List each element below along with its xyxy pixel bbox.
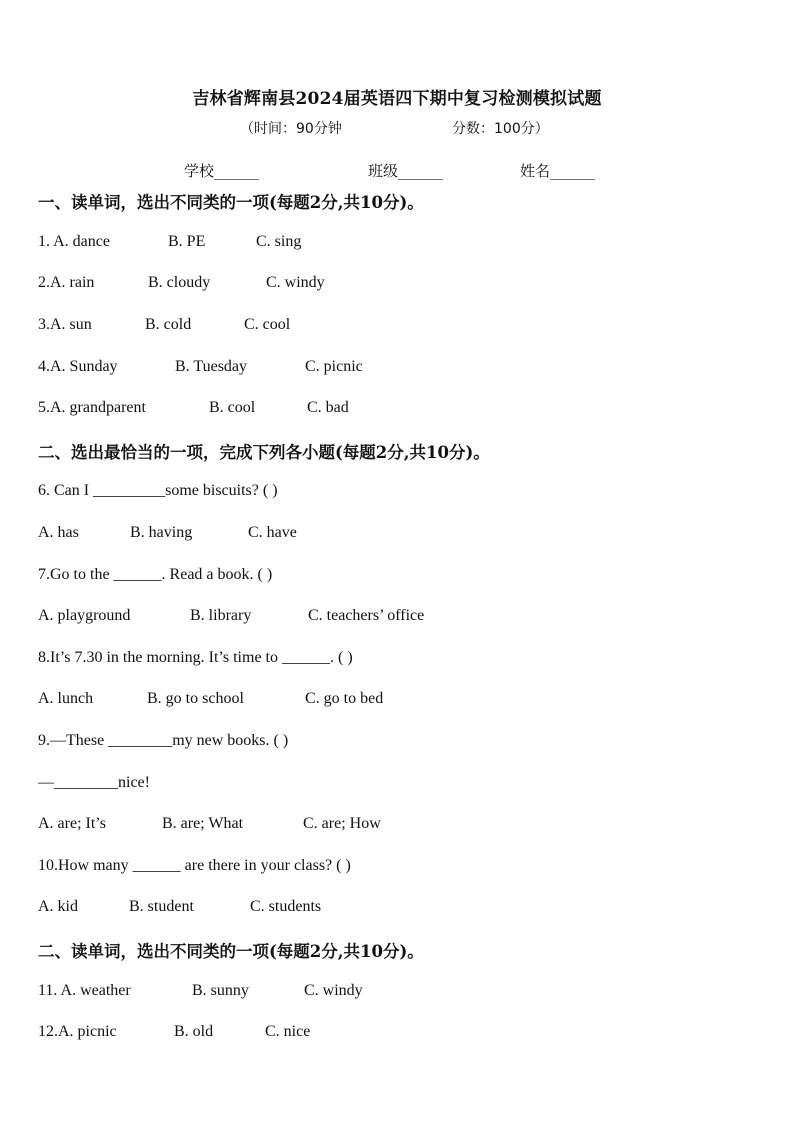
question-3-option-c: C. cool [244, 316, 291, 333]
time-limit: （时间：90分钟 [240, 121, 342, 137]
question-6-stem: 6. Can I _________some biscuits? ( ) [38, 482, 278, 499]
question-7-stem: 7.Go to the ______. Read a book. ( ) [38, 566, 273, 583]
question-12-option-c: C. nice [265, 1023, 311, 1040]
question-2-option-b: B. cloudy [148, 274, 211, 291]
question-1-option-c: C. sing [256, 233, 302, 250]
question-10-option-b: B. student [129, 898, 194, 915]
question-4-option-a: 4.A. Sunday [38, 358, 118, 375]
question-6-option-b: B. having [130, 524, 193, 541]
page-title: 吉林省辉南县2024届英语四下期中复习检测模拟试题 [192, 89, 602, 109]
question-1-option-b: B. PE [168, 233, 206, 250]
question-10-option-a: A. kid [38, 898, 78, 915]
question-11-option-b: B. sunny [192, 982, 249, 999]
total-score: 分数：100分） [452, 121, 549, 137]
question-10-stem: 10.How many ______ are there in your class? ( ) [38, 857, 351, 874]
question-12-option-b: B. old [174, 1023, 214, 1040]
question-9-stem: 9.—These ________my new books. ( ) [38, 732, 289, 749]
question-3-option-a: 3.A. sun [38, 316, 92, 333]
question-5-option-b: B. cool [209, 399, 256, 416]
question-7-option-a: A. playground [38, 607, 131, 624]
name-field: 姓名______ [520, 162, 596, 180]
question-5-option-a: 5.A. grandparent [38, 399, 146, 416]
question-9-option-a: A. are; It’s [38, 815, 106, 832]
question-7-option-c: C. teachers’ office [308, 607, 425, 624]
question-2-option-c: C. windy [266, 274, 325, 291]
section-heading-3: 二、读单词，选出不同类的一项(每题2分,共10分)。 [38, 942, 424, 961]
question-4-option-b: B. Tuesday [175, 358, 248, 375]
question-8-option-a: A. lunch [38, 690, 94, 707]
question-8-option-c: C. go to bed [305, 690, 384, 707]
section-heading-1: 一、读单词，选出不同类的一项(每题2分,共10分)。 [38, 193, 424, 212]
question-12-option-a: 12.A. picnic [38, 1023, 117, 1040]
question-2-option-a: 2.A. rain [38, 274, 95, 291]
question-4-option-c: C. picnic [305, 358, 363, 375]
question-9-stem-reply: —________nice! [38, 774, 150, 791]
question-1-option-a: 1. A. dance [38, 233, 110, 250]
question-8-option-b: B. go to school [147, 690, 244, 707]
question-8-stem: 8.It’s 7.30 in the morning. It’s time to ______. ( ) [38, 649, 353, 666]
school-field: 学校______ [184, 162, 260, 180]
question-6-option-c: C. have [248, 524, 297, 541]
question-6-option-a: A. has [38, 524, 79, 541]
question-7-option-b: B. library [190, 607, 252, 624]
question-11-option-a: 11. A. weather [38, 982, 131, 999]
question-5-option-c: C. bad [307, 399, 349, 416]
section-heading-2: 二、选出最恰当的一项，完成下列各小题(每题2分,共10分)。 [38, 443, 490, 462]
class-field: 班级______ [368, 162, 444, 180]
question-9-option-b: B. are; What [162, 815, 244, 832]
question-3-option-b: B. cold [145, 316, 192, 333]
question-9-option-c: C. are; How [303, 815, 381, 832]
question-11-option-c: C. windy [304, 982, 363, 999]
question-10-option-c: C. students [250, 898, 322, 915]
